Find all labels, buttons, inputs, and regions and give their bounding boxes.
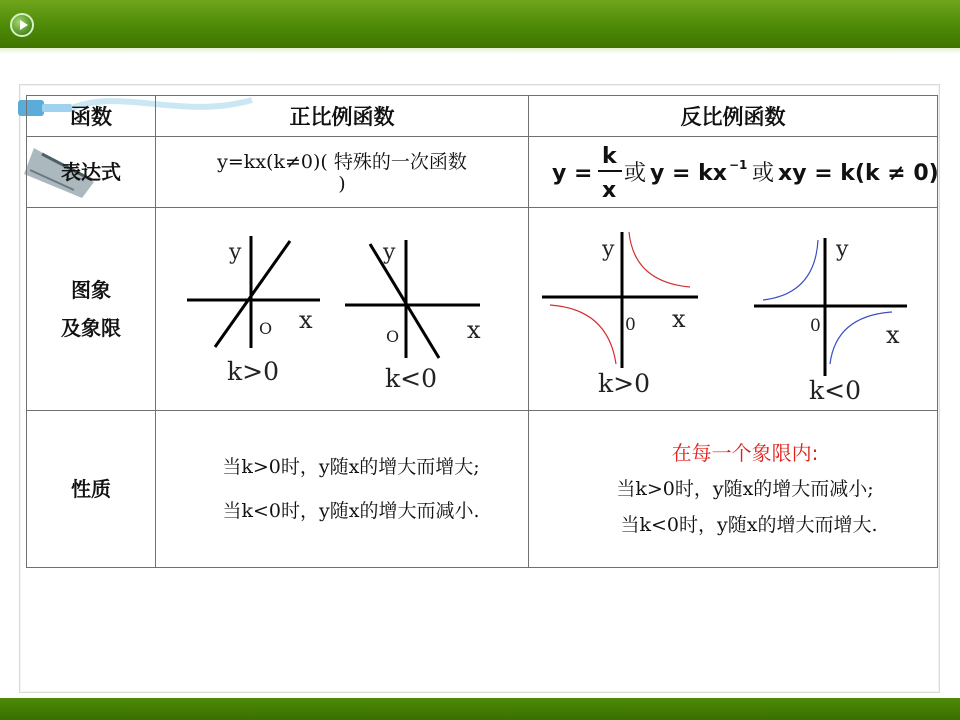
k-condition: k>0: [226, 357, 279, 386]
banner-stripe: [0, 48, 960, 54]
formula-or-2: 或: [751, 161, 774, 186]
k-condition: k>0: [597, 369, 650, 398]
formula-or-1: 或: [623, 161, 646, 186]
x-label: x: [885, 321, 900, 349]
hyperbola-branch-q1: [629, 232, 690, 287]
inverse-graphs-svg: [530, 208, 937, 406]
inverse-property: [529, 411, 938, 568]
direct-property: [156, 411, 529, 568]
formula-xy: xy = k(k ≠ 0): [777, 161, 937, 186]
header-direct-proportion: 正比例函数: [156, 96, 529, 137]
graph-inverse-negative: [754, 237, 907, 405]
function-comparison-table: [26, 95, 938, 568]
hyperbola-branch-q2: [763, 240, 818, 300]
inverse-expression: [529, 137, 938, 208]
origin-label: 0: [624, 315, 636, 335]
inverse-property-title: 在每一个象限内:: [671, 441, 819, 465]
y-label: y: [382, 240, 395, 265]
graph-inverse-positive: [542, 232, 698, 398]
graph-label-line1: 图象: [71, 278, 111, 302]
header-inverse-proportion: 反比例函数: [529, 96, 938, 137]
graph-direct-negative: [345, 240, 481, 393]
y-label: y: [228, 240, 241, 265]
graph-row: [27, 208, 938, 411]
direct-expression-line2: ): [338, 173, 346, 195]
origin-label: 0: [809, 316, 821, 336]
x-label: x: [671, 305, 686, 333]
formula-exponent: −1: [728, 158, 747, 172]
formula-eq: =: [573, 161, 592, 186]
header-function: 函数: [27, 96, 156, 137]
x-label: x: [298, 306, 313, 334]
property-row: [27, 411, 938, 568]
k-condition: k<0: [808, 376, 861, 405]
inverse-graphs: [529, 208, 938, 411]
formula-kx: y = kx: [649, 161, 727, 186]
bottom-banner: [0, 698, 960, 720]
formula-numerator: k: [601, 144, 617, 169]
top-banner: [0, 0, 960, 50]
y-label: y: [601, 237, 614, 262]
play-icon[interactable]: [10, 13, 34, 37]
direct-property-line2: 当k<0时，y随x的增大而减小.: [222, 500, 480, 522]
direct-graphs-svg: [157, 208, 528, 406]
expression-label: 表达式: [27, 137, 156, 208]
expression-row: [27, 137, 938, 208]
formula-y: y: [551, 161, 566, 186]
origin-label: O: [385, 327, 399, 346]
formula-denominator: x: [601, 178, 616, 203]
graph-direct-positive: [187, 236, 320, 386]
hyperbola-branch-q3: [550, 305, 616, 364]
graph-label-line2: 及象限: [61, 316, 121, 340]
origin-label: O: [258, 319, 272, 338]
graph-label: [27, 208, 156, 411]
direct-expression: [156, 137, 529, 208]
hyperbola-branch-q4: [830, 312, 892, 364]
direct-property-line1: 当k>0时，y随x的增大而增大;: [222, 456, 480, 478]
x-label: x: [466, 316, 481, 344]
direct-expression-line1: y=kx(k≠0)( 特殊的一次函数: [217, 151, 467, 173]
y-label: y: [835, 237, 848, 262]
inverse-property-line1: 当k>0时，y随x的增大而减小;: [616, 478, 874, 500]
k-condition: k<0: [384, 364, 437, 393]
header-row: [27, 96, 938, 137]
property-label: 性质: [27, 411, 156, 568]
direct-graphs: [156, 208, 529, 411]
inverse-expression-formula: [530, 137, 937, 203]
inverse-property-line2: 当k<0时，y随x的增大而增大.: [620, 514, 878, 536]
